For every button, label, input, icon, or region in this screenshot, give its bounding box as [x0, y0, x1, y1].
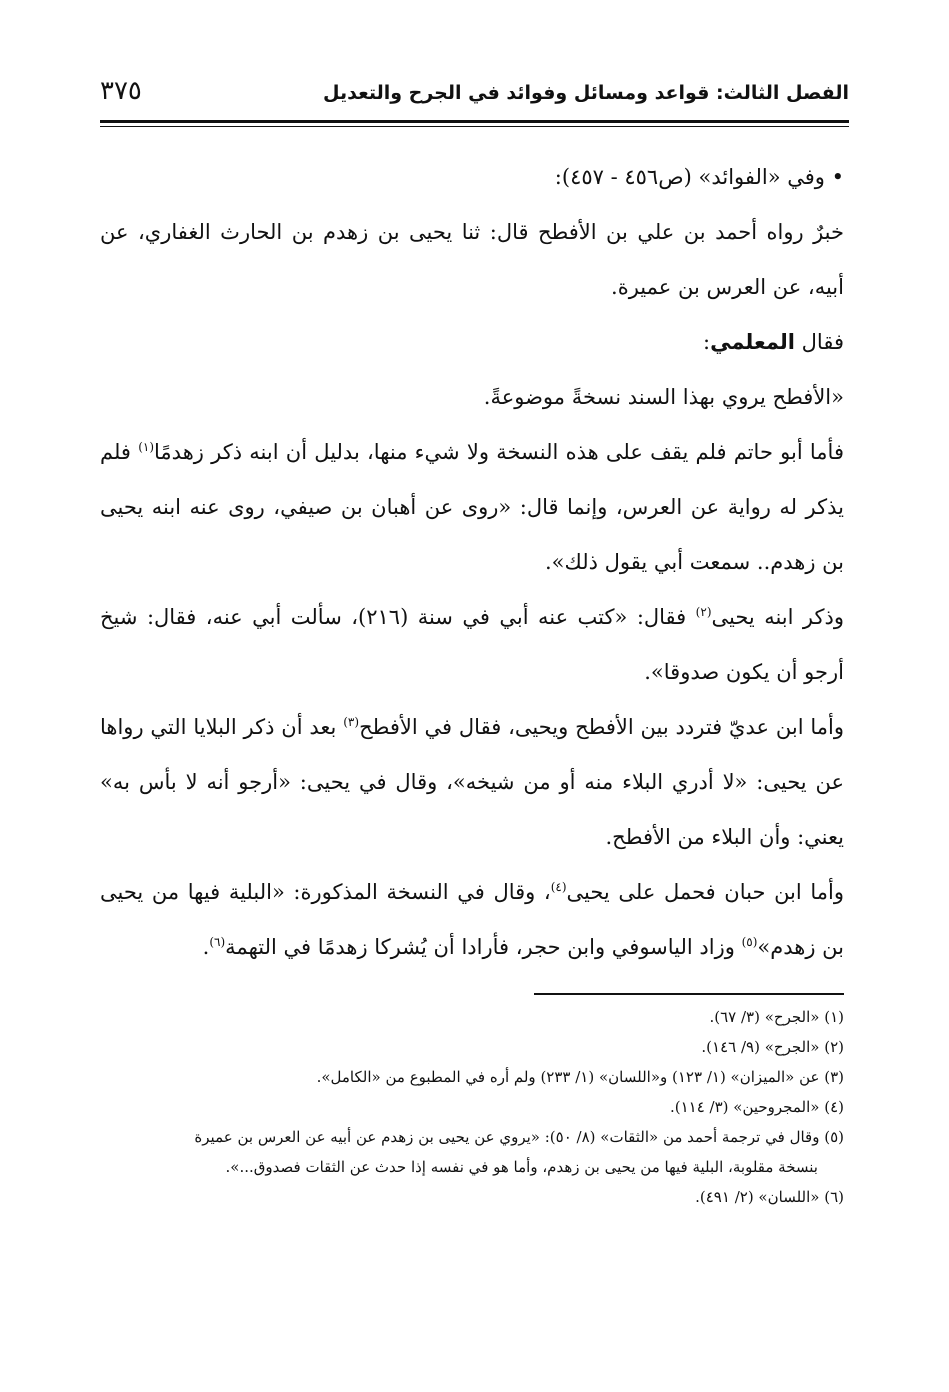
page-header	[100, 78, 849, 118]
text-segment: وأما ابن حبان فحمل على يحيى	[566, 880, 844, 904]
paragraph-quote-open: «الأفطح يروي بهذا السند نسخةً موضوعةً.	[483, 385, 844, 409]
footnote-ref-3[interactable]: (٣)	[343, 715, 360, 729]
text-segment: وزاد الياسوفي وابن حجر، فأرادا أن يُشركا زهدمًا في التهمة	[225, 935, 742, 959]
paragraph-report: خبرٌ رواه أحمد بن علي بن الأفطح قال: ثنا يحيى بن زهدم بن الحارث الغفاري، عن أبيه، عن العرس بن عميرة.	[100, 220, 844, 299]
footnote-6: (٦) «اللسان» (٢/ ٤٩١).	[695, 1188, 844, 1206]
main-text	[100, 150, 844, 975]
footnote-4: (٤) «المجروحين» (٣/ ١١٤).	[669, 1098, 844, 1116]
paragraph-abu-hatim	[100, 425, 844, 590]
speaker-prefix: فقال	[795, 330, 844, 354]
text-segment: فلم يذكر له رواية عن العرس، وإنما قال: «روى عن أهبان بن صيفي، روى عنه ابنه يحيى بن زهدم.. سمعت أبي يقول ذلك».	[100, 440, 844, 574]
text-segment: فأما أبو حاتم فلم يقف على هذه النسخة ولا شيء منها، بدليل أن ابنه ذكر زهدمًا	[154, 440, 844, 464]
speaker-suffix: :	[703, 330, 711, 354]
text-segment: فقال: «كتب عنه أبي في سنة (٢١٦)، سألت أبي عنه، فقال: شيخ أرجو أن يكون صدوقا».	[100, 605, 844, 684]
page-number: ٣٧٥	[100, 76, 142, 106]
paragraph-yahya	[100, 590, 844, 700]
footnote-separator	[534, 993, 844, 995]
footnote-ref-1[interactable]: (١)	[138, 440, 155, 454]
paragraph-source: • وفي «الفوائد» (ص٤٥٦ - ٤٥٧):	[554, 165, 844, 189]
paragraph-ibn-hibban	[100, 865, 844, 975]
footnote-2: (٢) «الجرح» (٩/ ١٤٦).	[701, 1038, 844, 1056]
text-segment: وذكر ابنه يحيى	[711, 605, 844, 629]
text-segment: بعد أن ذكر البلايا التي رواها عن يحيى: «لا أدري البلاء منه أو من شيخه»، وقال في يحيى: «أرجو أنه لا بأس به» يعني: وأن البلاء من الأفطح.	[100, 715, 844, 849]
footnote-3: (٣) عن «الميزان» (١/ ١٢٣) و«اللسان» (١/ ٢٣٣) ولم أره في المطبوع من «الكامل».	[316, 1068, 844, 1086]
text-segment: ، وقال في النسخة المذكورة: «البلية فيها من يحيى بن زهدم»	[100, 880, 844, 959]
footnote-ref-2[interactable]: (٢)	[695, 605, 712, 619]
footnote-ref-6[interactable]: (٦)	[209, 935, 226, 949]
text-segment: .	[202, 935, 210, 959]
footnote-ref-5[interactable]: (٥)	[741, 935, 758, 949]
header-rule-thick	[100, 120, 849, 123]
paragraph-ibn-adi	[100, 700, 844, 865]
footnote-1: (١) «الجرح» (٣/ ٦٧).	[709, 1008, 844, 1026]
running-title: الفصل الثالث: قواعد ومسائل وفوائد في الجرح والتعديل	[323, 82, 849, 104]
footnotes	[100, 1002, 844, 1212]
text-segment: وأما ابن عديّ فتردد بين الأفطح ويحيى، فقال في الأفطح	[359, 715, 844, 739]
footnote-5-continued: بنسخة مقلوبة، البلية فيها من يحيى بن زهدم، وأما هو في نفسه إذا حدث عن الثقات فصدوق...».	[225, 1158, 818, 1176]
footnote-ref-4[interactable]: (٤)	[550, 880, 567, 894]
footnote-5: (٥) وقال في ترجمة أحمد من «الثقات» (٨/ ٥٠): «يروي عن يحيى بن زهدم عن أبيه عن العرس بن عميرة	[194, 1128, 844, 1146]
paragraph-speaker	[100, 315, 844, 370]
speaker-name: المعلمي	[710, 330, 795, 354]
header-rule-thin	[100, 126, 849, 127]
